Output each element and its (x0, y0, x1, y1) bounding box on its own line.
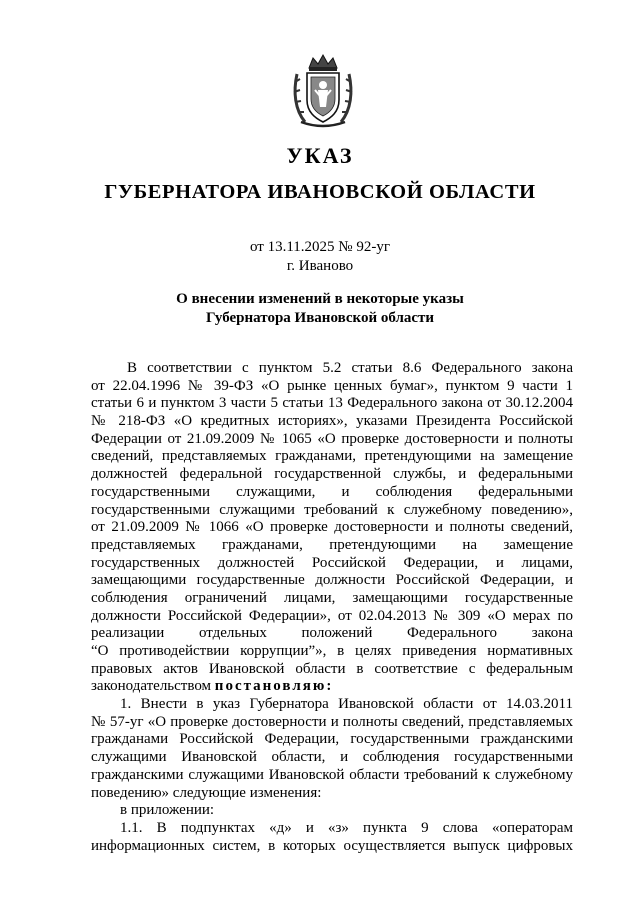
subject-line-1: О внесении изменений в некоторые указы (176, 291, 464, 307)
issuer-title: ГУБЕРНАТОРА ИВАНОВСКОЙ ОБЛАСТИ (104, 181, 536, 203)
subject-line-2: Губернатора Ивановской области (205, 310, 435, 326)
body-line: государственных должностей Российской Федерации, и лицами, (91, 554, 573, 571)
body-line: информационных систем, в которых осуществляется выпуск цифровых (91, 837, 573, 854)
body-line: в приложении: (120, 802, 215, 819)
body-line: правовых актов Ивановской области в соответствие с федеральным (91, 660, 573, 677)
document-body (91, 360, 573, 855)
decree-word: постановляю: (214, 678, 334, 695)
body-line: поведению» следующие изменения: (91, 784, 322, 801)
body-line: должностей федеральной государственной службы, и федеральными (91, 466, 573, 483)
body-line: представляемых гражданами, претендующими на замещение (91, 536, 573, 553)
document-type-title: УКАЗ (286, 143, 354, 168)
body-line-decree (91, 678, 573, 696)
body-line: государственными служащими, и соблюдения федеральными (91, 483, 573, 500)
coat-of-arms-emblem (291, 52, 355, 128)
body-line: замещающими государственные должности Российской Федерации, и (91, 572, 573, 589)
body-line: соблюдения ограничений лицами, замещающими государственные (91, 589, 573, 606)
body-line: № 57-уг «О проверке достоверности и полноты сведений, представляемых (91, 713, 573, 730)
body-line: реализации отдельных положений Федерального закона (91, 625, 573, 642)
body-line: гражданскими служащими Ивановской области требований к служебному (91, 766, 573, 783)
body-line: сведений, представляемых гражданами, претендующими на замещение (91, 448, 573, 465)
body-line: “О противодействии коррупции”», в целях приведения нормативных (91, 643, 573, 659)
body-line-text: законодательством (91, 678, 212, 695)
body-line: государственными служащими требований к служебному поведению», (91, 501, 573, 518)
body-line: 1.1. В подпунктах «д» и «з» пункта 9 слова «операторам (120, 819, 573, 836)
decree-subject (0, 290, 640, 328)
body-line: должности Российской Федерации», от 02.04.2013 № 309 «О мерах по (91, 607, 573, 624)
body-line: В соответствии с пунктом 5.2 статьи 8.6 Федерального закона (127, 360, 573, 376)
body-line: № 218-ФЗ «О кредитных историях», указами Президента Российской (91, 413, 573, 430)
decree-date-number: от 13.11.2025 № 92-уг (249, 239, 390, 255)
body-line: служащими Ивановской области, и соблюдения государственными (91, 749, 573, 766)
body-line: от 21.09.2009 № 1066 «О проверке достоверности и полноты сведений, (91, 519, 573, 536)
body-line: статьи 6 и пунктом 3 части 5 статьи 13 Федерального закона от 30.12.2004 (91, 395, 573, 412)
body-line: гражданами Российской Федерации, государственными гражданскими (91, 731, 573, 748)
body-line: 1. Внести в указ Губернатора Ивановской области от 14.03.2011 (120, 696, 573, 713)
decree-city: г. Иваново (286, 258, 354, 274)
body-line: Федерации от 21.09.2009 № 1065 «О проверке достоверности и полноты (91, 430, 573, 447)
body-line: от 22.04.1996 № 39-ФЗ «О рынке ценных бумаг», пунктом 9 части 1 (91, 377, 573, 394)
